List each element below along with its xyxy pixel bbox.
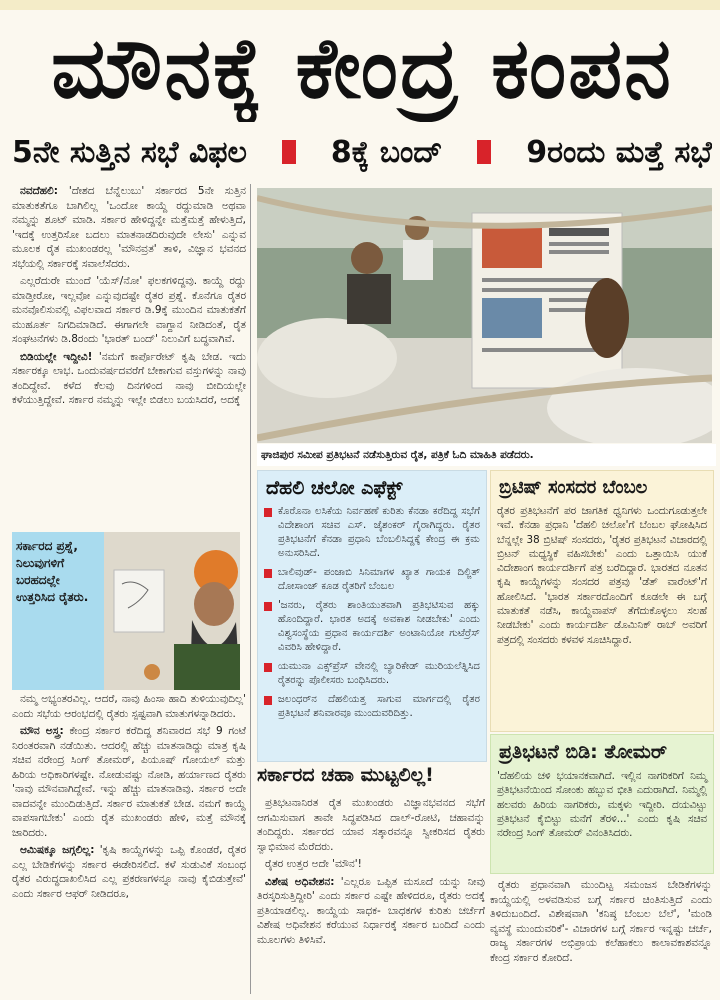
tomar-text: 'ದೆಹಲಿಯ ಚಳಿ ಭಯಾನಕವಾಗಿದೆ. ಇಲ್ಲಿನ ನಾಗರಿಕರಿಗೆ ನಿಮ್ಮ ಪ್ರತಿಭಟನೆಯಿಂದ ಸೋಂಕು ಹಬ್ಬುವ ಭೀತಿ ಎದುರಾಗಿದೆ. ನಿಮ್ಮಲ್ಲಿ ಹಲವರು ಹಿರಿಯ ನಾಗರಿಕರು, ಮಕ್ಕಳು ಇದ್ದೀರಿ. ದಯವಿಟ್ಟು ಪ್ರತಿಭಟನೆ ಕೈಬಿಟ್ಟು ಮನೆಗೆ ತೆರಳಿ...' ಎಂದು ಕೃಷಿ ಸಚಿವ ನರೇಂದ್ರ ಸಿಂಗ್ ತೋಮರ್ ವಿನಂತಿಸಿದರು. — [497, 770, 707, 840]
red-square-bullet-icon — [282, 140, 296, 164]
tea-paragraph-2: ರೈತರ ಉತ್ತರ ಅದೇ 'ಮೌನ'! — [265, 858, 362, 870]
tea-subhead: ವಿಶೇಷ ಅಧಿವೇಶನ: — [265, 875, 335, 888]
sub-headline — [12, 126, 712, 178]
left-paragraph-5: ಕೇಂದ್ರ ಸರ್ಕಾರ ಕರೆದಿದ್ದ ಶನಿವಾರದ ಸಭೆ 9 ಗಂಟೆ ನಿರಂತರವಾಗಿ ನಡೆಯಿತು. ಆದರಲ್ಲಿ ಹೆಚ್ಚು ಮಾತನಾಡಿದ್ದು ಮಾತ್ರ ಕೃಷಿ ಸಚಿವ ನರೇಂದ್ರ ಸಿಂಗ್ ತೋಮರ್, ಪಿಯೂಷ್ ಗೋಯಲ್ ಮತ್ತು ಹಿರಿಯ ಅಧಿಕಾರಿಗಳಷ್ಟೇ. ನೋಡುವಷ್ಟು ನೋಡಿ, ಹರ್ಯಾಣದ ರೈತರು 'ನಾವು ಮೌನವಾಗಿದ್ದೇವೆ. ಇನ್ನು ಹೆಚ್ಚು ಮಾತನಾಡಿವು. ಸರ್ಕಾರ ಅದೇ ವಾದವನ್ನೇ ಮುಂದಿಡುತ್ತಿದೆ. ಸರ್ಕಾರ ಮಾತುಕತೆ ಬೇಡ. ನಮಗೆ ಕಾಯ್ದೆ ವಾಪಸಾಗಬೇಕು' ಎಂದು ರೈತ ಮುಖಂಡರು ಹೇಳಿ, ಮತ್ತೆ ಮೌನಕ್ಕೆ ಜಾರಿದರು. — [12, 725, 246, 839]
right-bottom-paragraph: ರೈತರು ಪ್ರಧಾನವಾಗಿ ಮುಂದಿಟ್ಟ ಸಮಂಜಸ ಬೇಡಿಕೆಗಳನ್ನು ಕಾಯ್ದೆಯಲ್ಲಿ ಅಳವಡಿಸುವ ಬಗ್ಗೆ ಸರ್ಕಾರ ಚಿಂತಿಸುತ್ತಿದೆ ಎಂದು ತಿಳಿದುಬಂದಿದೆ. ವಿಶೇಷವಾಗಿ 'ಕನಿಷ್ಠ ಬೆಂಬಲ ಬೆಲೆ', 'ಮಂಡಿ ವ್ಯವಸ್ಥೆ ಮುಂದುವರಿಕೆ'- ವಿಚಾರಗಳ ಬಗ್ಗೆ ಸರ್ಕಾರ ಇನ್ನಷ್ಟು ಚರ್ಚೆ, ರಾಜ್ಯ ಸರ್ಕಾರಗಳ ಅಭಿಪ್ರಾಯ ಕಲೆಹಾಕಲು ಕಾಲಾವಕಾಶವನ್ನೂ ಕೇಂದ್ರ ಸರ್ಕಾರ ಕೋರಿದೆ. — [490, 879, 712, 964]
subhead-part-1: 5ನೇ ಸುತ್ತಿನ ಸಭೆ ವಿಫಲ — [12, 134, 247, 170]
left-paragraph-3: 'ನಮಗೆ ಕಾರ್ಪೊರೇಟ್ ಕೃಷಿ ಬೇಡ. ಇದು ಸರ್ಕಾರಕ್ಕೂ ಲಾಭ. ಒಂದುವರ್ಷದವರೆಗೆ ಬೇಕಾಗುವ ವಸ್ತುಗಳನ್ನು ನಾವು ತಂದಿದ್ದೇವೆ. ಕಳೆದ ಕೆಲವು ದಿನಗಳಿಂದ ನಾವು ಬೀದಿಯಲ್ಲೇ ಕಳೆಯುತ್ತಿದ್ದೇವೆ. ಸರ್ಕಾರ ನಮ್ಮನ್ನು ಇಲ್ಲೇ ಬಿಡಲು ಬಯಸಿದರೆ, ಅದಕ್ಕೆ — [12, 350, 246, 406]
farmer-writing-illustration — [104, 532, 240, 690]
british-mps-box — [490, 470, 714, 732]
list-item: 'ಜನರು, ರೈತರು ಶಾಂತಿಯುತವಾಗಿ ಪ್ರತಿಭಟಿಸುವ ಹಕ್ಕು ಹೊಂದಿದ್ದಾರೆ. ಭಾರತ ಅದಕ್ಕೆ ಅವಕಾಶ ನೀಡಬೇಕು' ಎಂದು ವಿಶ್ವಸಂಸ್ಥೆಯ ಪ್ರಧಾನ ಕಾರ್ಯದರ್ಶಿ ಅಂಟಾನಿಯೋ ಗುಟೆರ್ರೆಸ್ ವಿವರಿಸಿ ಹೇಳಿದ್ದಾರೆ. — [264, 599, 480, 655]
left-subhead-2: ಮೌನ ಅಸ್ತ್ರ: — [20, 725, 64, 737]
left-subhead-1: ಬಿಡಿಯಲ್ಲೇ ಇದ್ದೀವಿ! — [20, 350, 93, 363]
subhead-part-3: 9ರಂದು ಮತ್ತೆ ಸಭೆ — [526, 134, 712, 170]
tea-story-body — [257, 796, 485, 994]
side-photo — [12, 532, 240, 690]
list-item: ಕೊರೊನಾ ಲಸಿಕೆಯ ನಿರ್ವಹಣೆ ಕುರಿತು ಕೆನಡಾ ಕರೆದಿದ್ದ ಸಭೆಗೆ ವಿದೇಶಾಂಗ ಸಚಿವ ಎಸ್. ಜೈಶಂಕರ್ ಗೈರಾಗಿದ್ದರು. ರೈತರ ಪ್ರತಿಭಟನೆಗೆ ಕೆನಡಾ ಪ್ರಧಾನಿ ಬೆಂಬಲಿಸಿದ್ದಕ್ಕೆ ಕೇಂದ್ರ ಈ ಕ್ರಮ ಅನುಸರಿಸಿದೆ. — [264, 505, 480, 561]
left-paragraph-4: ನಮ್ಮ ಅಭ್ಯಂತರವಿಲ್ಲ. ಆದರೆ, ನಾವು ಹಿಂಸಾ ಹಾದಿ ತುಳಿಯುವುದಿಲ್ಲ' ಎಂದು ಸಭೆಯ ಆರಂಭದಲ್ಲಿ ರೈತರು ಸ್ಪಷ್ಟವಾಗಿ ಮಾತುಗಳನ್ನಾಡಿದರು. — [12, 693, 246, 720]
list-item: ಬಾಲಿವುಡ್- ಪಂಜಾಬಿ ಸಿನಿಮಾಗಳ ಖ್ಯಾತ ಗಾಯಕ ದಿಲ್ಜಿತ್ ದೋಸಾಂಜ್ ಕೂಡ ರೈತರಿಗೆ ಬೆಂಬಲ — [264, 566, 480, 594]
tea-story-title: ಸರ್ಕಾರದ ಚಹಾ ಮುಟ್ಟಲಿಲ್ಲ! — [257, 764, 434, 786]
british-mps-text: ರೈತರ ಪ್ರತಿಭಟನೆಗೆ ಪರ ಜಾಗತಿಕ ಧ್ವನಿಗಳು ಒಂದುಗೂಡುತ್ತಲೇ ಇವೆ. ಕೆನಡಾ ಪ್ರಧಾನಿ 'ದೆಹಲಿ ಚಲೋ'ಗೆ ಬೆಂಬಲ ಘೋಷಿಸಿದ ಬೆನ್ನಲ್ಲೇ 38 ಬ್ರಿಟಿಷ್ ಸಂಸದರು, 'ರೈತರ ಪ್ರತಿಭಟನೆ ವಿಚಾರದಲ್ಲಿ ಬ್ರಿಟನ್ ಮಧ್ಯಸ್ಥಿಕೆ ವಹಿಸಬೇಕು' ಎಂದು ಒತ್ತಾಯಿಸಿ ಯುಕೆ ವಿದೇಶಾಂಗ ಕಾರ್ಯದರ್ಶಿಗೆ ಪತ್ರ ಬರೆದಿದ್ದಾರೆ. ಭಾರತದ ನೂತನ ಕೃಷಿ ಕಾಯ್ದೆಗಳನ್ನು ಸಂಸದರ ಪತ್ರವು 'ಡೆತ್ ವಾರೆಂಟ್'ಗೆ ಹೋಲಿಸಿದೆ. 'ಭಾರತ ಸರ್ಕಾರದೊಂದಿಗೆ ಕೂಡಲೇ ಈ ಬಗ್ಗೆ ಮಾತುಕತೆ ನಡೆಸಿ, ಕಾಯ್ದೆವಾಪಸ್ ತೆಗೆದುಕೊಳ್ಳಲು ಸಲಹೆ ನೀಡಬೇಕು' ಎಂದು ಕಾರ್ಯದರ್ಶಿ ಡೊಮಿನಿಕ್ ರಾಬ್ ಅವರಿಗೆ ಪತ್ರದಲ್ಲಿ ಸಂಸದರು ಕಳವಳ ಸೂಚಿಸಿದ್ದಾರೆ. — [497, 505, 707, 646]
list-item: ಯಮುನಾ ಎಕ್ಸ್‌ಪ್ರೆಸ್ ವೇನಲ್ಲಿ ಬ್ಯಾರಿಕೇಡ್ ಮುರಿಯಲೆತ್ನಿಸಿದ ರೈತರನ್ನು ಪೊಲೀಸರು ಬಂಧಿಸಿದರು. — [264, 660, 480, 688]
page-headline: ಮೌನಕ್ಕೆ ಕೇಂದ್ರ ಕಂಪನ — [51, 19, 673, 117]
subhead-part-2: 8ಕ್ಕೆ ಬಂದ್ — [330, 134, 443, 170]
main-photo-caption: ಘಾಜಿಪುರ ಸಮೀಪ ಪ್ರತಿಭಟನೆ ನಡೆಸುತ್ತಿರುವ ರೈತ, ಪತ್ರಿಕೆ ಓದಿ ಮಾಹಿತಿ ಪಡೆದರು. — [257, 444, 716, 466]
red-square-bullet-icon — [477, 140, 491, 164]
delhi-chalo-box — [257, 470, 487, 762]
side-photo-label: ಸರ್ಕಾರದ ಪ್ರಶ್ನೆ, ನಿಲುವುಗಳಿಗೆ ಬರಹದಲ್ಲೇ ಉತ್ತರಿಸಿದ ರೈತರು. — [12, 532, 104, 690]
tea-paragraph-3: 'ಎಲ್ಲರೂ ಒಪ್ಪಿತ ಮಸೂದೆ ಯನ್ನು ನೀವು ತಿರಸ್ಕರಿಸುತ್ತಿದ್ದೀರಿ' ಎಂದು ಸರ್ಕಾರ ಎಷ್ಟೇ ಹೇಳಿದರೂ, ರೈತರು ಅದಕ್ಕೆ ಪ್ರತಿಯಾಡಲಿಲ್ಲ. ಕಾಯ್ದೆಯ ಸಾಧಕ- ಬಾಧಕಗಳ ಕುರಿತು ಚರ್ಚೆಗೆ ವಿಶೇಷ ಅಧಿವೇಶನ ಕರೆಯುವ ನಿರ್ಧಾರಕ್ಕೆ ಸರ್ಕಾರ ಬಂದಿದೆ ಎಂದು ಮೂಲಗಳು ತಿಳಿಸಿವೆ. — [257, 875, 485, 946]
top-strip — [0, 0, 720, 10]
main-photo — [257, 188, 712, 443]
dateline: ನವದೆಹಲಿ: — [20, 185, 58, 197]
left-paragraph-6: 'ಕೃಷಿ ಕಾಯ್ದೆಗಳನ್ನು ಒಪ್ಪಿ ಕೊಂಡರೆ, ರೈತರ ಎಲ್ಲ ಬೇಡಿಕೆಗಳನ್ನು ಸರ್ಕಾರ ಈಡೇರಿಸಲಿದೆ. ಕಳೆ ಸುಡುವಿಕೆ ಸಂಬಂಧ ರೈತರ ವಿರುದ್ಧದಾಖಲಿಸಿದ ಎಲ್ಲ ಪ್ರಕರಣಗಳನ್ನೂ ನಾವು ಕೈಬಿಡುತ್ತೇವೆ' ಎಂದು ಸರ್ಕಾರ ಆಫರ್ ನೀಡಿದರೂ, — [12, 844, 246, 900]
tomar-box — [490, 734, 714, 874]
tomar-title: ಪ್ರತಿಭಟನೆ ಬಿಡಿ: ತೋಮರ್ — [499, 741, 668, 763]
left-column-top — [12, 184, 246, 530]
list-item: ಜಲಂಧರ್‌ನ ದೆಹಲಿಯತ್ತ ಸಾಗುವ ಮಾರ್ಗದಲ್ಲಿ ರೈತರ ಪ್ರತಿಭಟನೆ ಶನಿವಾರವೂ ಮುಂದುವರಿದಿತ್ತು. — [264, 693, 480, 721]
left-paragraph-1: 'ದೇಶದ ಬೆನ್ನೆಲುಬು' ಸರ್ಕಾರದ 5ನೇ ಸುತ್ತಿನ ಮಾತುಕತೆಗೂ ಬಾಗಿಲಿಲ್ಲ 'ಒಂದೋ ಕಾಯ್ದೆ ರದ್ದುಮಾಡಿ ಅಥವಾ ನಮ್ಮನ್ನು ಶೂಟ್ ಮಾಡಿ. ಸರ್ಕಾರ ಹೇಳಿದ್ದನ್ನೇ ಮತ್ತೆಮತ್ತೆ ಹೇಳುತ್ತಿದೆ, 'ಇದಕ್ಕೆ ಉತ್ತರಿಸೋ ಬದಲು ಮಾತನಾಡದಿರುವುದೇ ಲೇಸು' ಎನ್ನುವ ಮೂಲಕ ರೈತ ಮುಖಂಡರಲ್ಲ 'ಮೌನವ್ರತ' ತಾಳಿ, ವಿಜ್ಞಾನ ಭವನದ ಸಭೆಯಲ್ಲಿ ಸರ್ಕಾರಕ್ಕೆ ಸವಾಲೆಸೆದರು. — [12, 185, 246, 270]
right-bottom-column — [490, 878, 712, 994]
british-mps-title: ಬ್ರಿಟಿಷ್ ಸಂಸದರ ಬೆಂಬಲ — [499, 477, 648, 498]
left-paragraph-2: ಎಲ್ಲರೆದುರೇ ಮುಂದೆ 'ಯೆಸ್/ನೋ' ಫಲಕಗಳಿದ್ದವು. ಕಾಯ್ದೆ ರದ್ದು ಮಾಡ್ತೀರೋ, ಇಲ್ಲವೋ ಎನ್ನುವುದಷ್ಟೇ ರೈತರ ಪ್ರಶ್ನೆ. ಕೊನೆಗೂ ರೈತರ ಮನವೊಲಿಸುವಲ್ಲಿ ವಿಫಲವಾದ ಸರ್ಕಾರ ಡಿ.9ಕ್ಕೆ ಮುಂದಿನ ಮಾತುಕತೆಗೆ ಮುಹೂರ್ತ ನಿಗದಿಮಾಡಿದೆ. ಈಗಾಗಲೇ ವಾಗ್ದಾನ ನೀಡಿದಂತೆ, ರೈತ ಸಂಘಟನೆಗಳು ಡಿ.8ರಂದು 'ಭಾರತ್ ಬಂದ್' ನಿಲುವಿಗೆ ಬದ್ಧವಾಗಿವೆ. — [12, 275, 246, 345]
delhi-chalo-list — [258, 505, 486, 721]
farmer-reading-newspaper-illustration — [257, 188, 712, 443]
tea-paragraph-1: ಪ್ರತಿಭಟನಾನಿರತ ರೈತ ಮುಖಂಡರು ವಿಜ್ಞಾನಭವನದ ಸಭೆಗೆ ಆಗಮಿಸುವಾಗ ತಾವೇ ಸಿದ್ಧಪಡಿಸಿದ ದಾಲ್-ರೋಟಿ, ಚಹಾವನ್ನು ತಂದಿದ್ದರು. ಸರ್ಕಾರದ ಯಾವ ಸತ್ಕಾರವನ್ನೂ ಸ್ವೀಕರಿಸದ ರೈತರು ಸ್ವಾಭಿಮಾನ ಮೆರೆದರು. — [257, 797, 485, 853]
left-column-bottom — [12, 692, 246, 994]
left-subhead-3: ಆಮಿಷಕ್ಕೂ ಜಗ್ಗಲಿಲ್ಲ: — [20, 844, 95, 856]
delhi-chalo-title: ದೆಹಲಿ ಚಲೋ ಎಫೆಕ್ಟ್ — [266, 477, 403, 499]
column-divider — [250, 184, 251, 994]
